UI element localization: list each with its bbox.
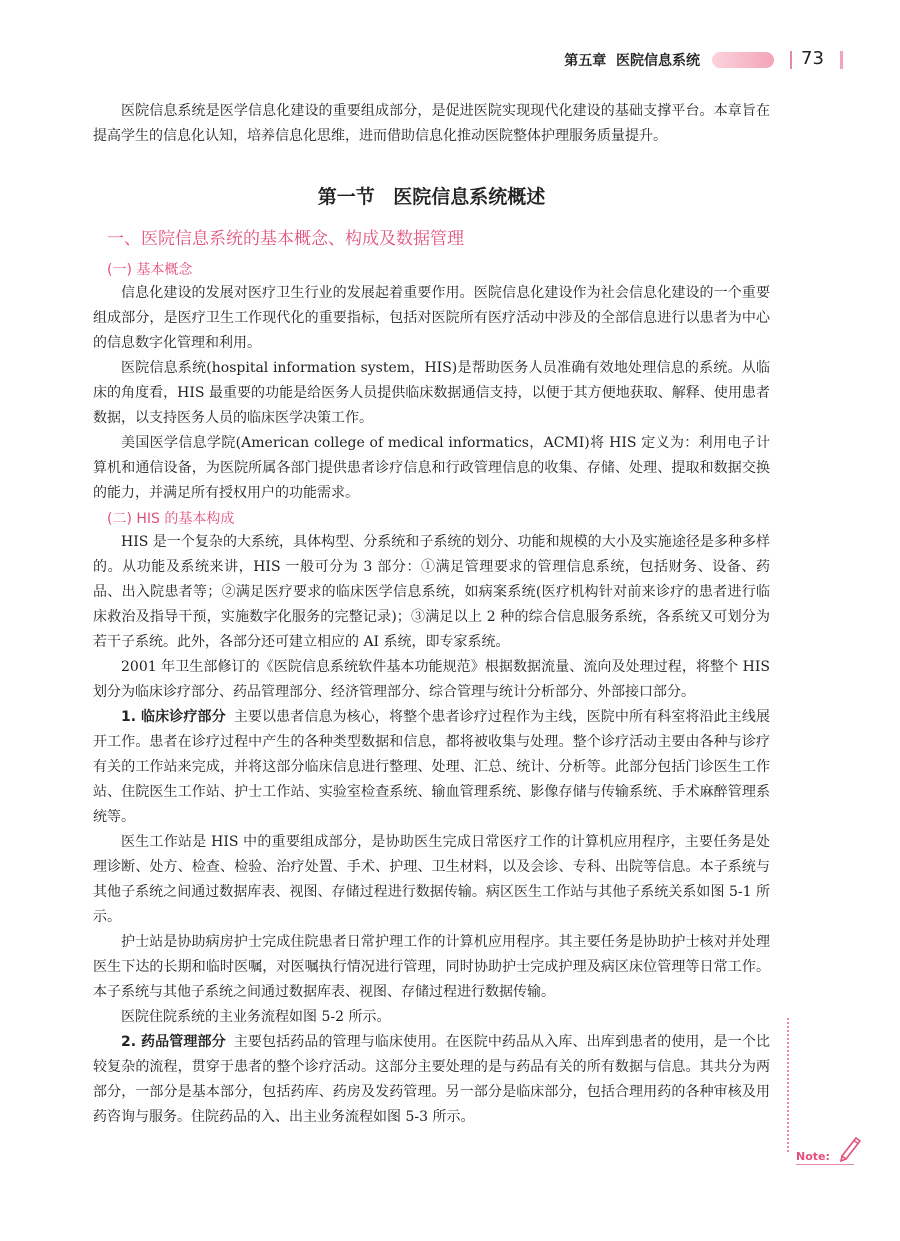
chapter-title: 医院信息系统	[616, 53, 700, 69]
header-decoration-pill	[712, 52, 774, 68]
item-text-clinical: 主要以患者信息为核心，将整个患者诊疗过程作为主线，医院中所有科室将沿此主线展开工作。患者在诊疗过程中产生的各种类型数据和信息，都将被收集与处理。整个诊疗活动主要由各种与诊疗有关的工作站来完成，并将这部分临床信息进行整理、处理、汇总、统计、分析等。此部分包括门诊医生工作站、住院医生工作站、护士工作站、实验室检查系统、输血管理系统、影像存储与传输系统、手术麻醉管理系统等。	[93, 709, 771, 825]
note-underline	[796, 1164, 854, 1165]
paragraph: 信息化建设的发展对医疗卫生行业的发展起着重要作用。医院信息化建设作为社会信息化建设的一个重要组成部分，是医疗卫生工作现代化的重要指标，包括对医院所有医疗活动中涉及的全部信息进行以患者为中心的信息数字化管理和利用。	[93, 285, 770, 351]
item-lead-clinical: 1. 临床诊疗部分	[121, 709, 226, 725]
chapter-number: 第五章	[564, 53, 607, 69]
paragraph: 医生工作站是 HIS 中的重要组成部分，是协助医生完成日常医疗工作的计算机应用程序，主要任务是处理诊断、处方、检查、检验、治疗处置、手术、护理、卫生材料，以及会诊、专科、出院等信息。本子系统与其他子系统之间通过数据库表、视图、存储过程进行数据传输。病区医生工作站与其他子系统关系如图 5-1 所示。	[93, 834, 770, 925]
page-header	[0, 46, 900, 74]
paragraph: HIS 是一个复杂的大系统，具体构型、分系统和子系统的划分、功能和规模的大小及实施途径是多种多样的。从功能及系统来讲，HIS 一般可分为 3 部分：①满足管理要求的管理信息系统，包括财务、设备、药品、出入院患者等；②满足医疗要求的临床医学信息系统，如病案系统(医疗机构针对前来诊疗的患者进行临床救治及指导干预，实施数字化服务的完整记录)；③满足以上 2 种的综合信息服务系统，各系统又可划分为若干子系统。此外，各部分还可建立相应的 AI 系统，即专家系统。	[93, 534, 770, 650]
header-edge-bar	[840, 51, 843, 69]
paragraph: 医院住院系统的主业务流程如图 5-2 所示。	[121, 1009, 391, 1025]
intro-paragraph: 医院信息系统是医学信息化建设的重要组成部分，是促进医院实现现代化建设的基础支撑平台。本章旨在提高学生的信息化认知，培养信息化思维，进而借助信息化推动医院整体护理服务质量提升。	[93, 103, 770, 144]
list-item-drug	[93, 1030, 770, 1130]
paragraph: 护士站是协助病房护士完成住院患者日常护理工作的计算机应用程序。其主要任务是协助护士核对并处理医生下达的长期和临时医嘱，对医嘱执行情况进行管理，同时协助护士完成护理及病区床位管理等日常工作。本子系统与其他子系统之间通过数据库表、视图、存储过程进行数据传输。	[93, 934, 770, 1000]
pencil-icon	[838, 1132, 864, 1162]
paragraph: 2001 年卫生部修订的《医院信息系统软件基本功能规范》根据数据流量、流向及处理过程，将整个 HIS 划分为临床诊疗部分、药品管理部分、经济管理部分、综合管理与统计分析部分、外部接口部分。	[93, 659, 770, 700]
item-lead-drug: 2. 药品管理部分	[121, 1034, 226, 1050]
list-item-clinical	[93, 705, 770, 830]
page-number: 73	[801, 48, 824, 69]
section-title: 第一节 医院信息系统概述	[317, 186, 546, 208]
paragraph: 美国医学信息学院(American college of medical informatics，ACMI)将 HIS 定义为：利用电子计算机和通信设备，为医院所属各部门提供患者诊疗信息和行政管理信息的收集、存储、处理、提取和数据交换的能力，并满足所有授权用户的功能需求。	[93, 435, 770, 501]
item-text-drug: 主要包括药品的管理与临床使用。在医院中药品从入库、出库到患者的使用，是一个比较复杂的流程，贯穿于患者的整个诊疗活动。这部分主要处理的是与药品有关的所有数据与信息。其共分为两部分，一部分是基本部分，包括药库、药房及发药管理。另一部分是临床部分，包括合理用药的各种审核及用药咨询与服务。住院药品的入、出主业务流程如图 5-3 所示。	[93, 1034, 771, 1125]
paragraph: 医院信息系统(hospital information system，HIS)是帮助医务人员准确有效地处理信息的系统。从临床的角度看，HIS 最重要的功能是给医务人员提供临床数据通信支持，以便于其方便地获取、解释、使用患者数据，以支持医务人员的临床医学决策工作。	[93, 360, 770, 426]
note-label: Note:	[796, 1150, 830, 1163]
heading-1: 一、医院信息系统的基本概念、构成及数据管理	[107, 229, 464, 249]
subheading-his-composition: (二) HIS 的基本构成	[107, 511, 235, 527]
page-body	[93, 99, 770, 1130]
header-divider	[790, 51, 792, 69]
subheading-basic-concepts: (一) 基本概念	[107, 262, 193, 278]
note-margin-dots	[787, 1018, 789, 1152]
chapter-label	[564, 50, 700, 70]
